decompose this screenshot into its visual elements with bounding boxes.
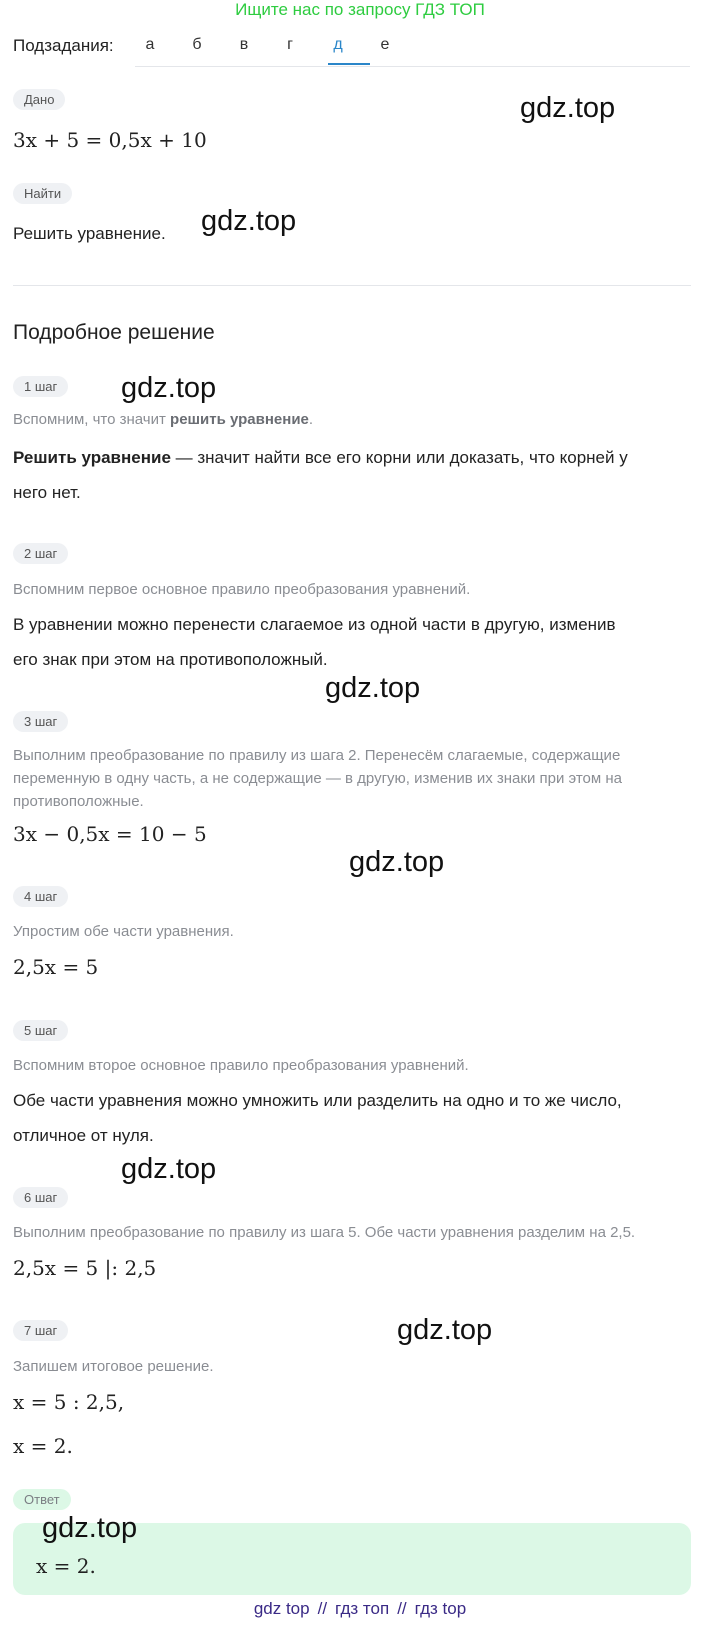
step-2-note: Вспомним первое основное правило преобразования уравнений.	[13, 581, 471, 598]
footer-link-2[interactable]: гдз топ	[335, 1599, 390, 1618]
watermark: gdz.top	[349, 846, 445, 878]
step-3-note: Выполним преобразование по правилу из шага 2. Перенесём слагаемые, содержащие	[13, 747, 621, 764]
search-banner: Ищите нас по запросу ГДЗ ТОП	[235, 0, 485, 19]
watermark: gdz.top	[520, 92, 616, 124]
watermark: gdz.top	[121, 1153, 217, 1185]
given-equation: 3x + 5 = 0,5x + 10	[13, 128, 207, 152]
step-7-equation-2: x = 2.	[13, 1434, 73, 1458]
footer-separator: //	[317, 1599, 328, 1618]
step-4-note: Упростим обе части уравнения.	[13, 923, 234, 940]
step-3-note-line3: противоположные.	[13, 793, 144, 810]
step-4-label: 4 шаг	[13, 886, 68, 907]
answer-value: x = 2.	[36, 1554, 96, 1578]
solution-title: Подробное решение	[13, 321, 215, 344]
footer-link-3[interactable]: гдз top	[414, 1599, 467, 1618]
tab-e[interactable]: е	[380, 36, 390, 53]
step-1-label: 1 шаг	[13, 376, 68, 397]
watermark: gdz.top	[325, 672, 421, 704]
tab-a[interactable]: а	[145, 36, 155, 53]
step-7-equation-1: x = 5 : 2,5,	[13, 1390, 125, 1414]
tab-d[interactable]: д	[333, 36, 343, 53]
step-5-text: Обе части уравнения можно умножить или разделить на одно и то же число,	[13, 1091, 622, 1110]
footer-separator: //	[397, 1599, 407, 1618]
watermark: gdz.top	[42, 1512, 138, 1544]
step-7-note: Запишем итоговое решение.	[13, 1358, 214, 1375]
tab-g[interactable]: г	[287, 36, 293, 53]
watermark: gdz.top	[121, 372, 217, 404]
watermark: gdz.top	[201, 205, 297, 237]
step-2-text: В уравнении можно перенести слагаемое из одной части в другую, изменив	[13, 615, 616, 634]
step-3-equation: 3x − 0,5x = 10 − 5	[13, 822, 207, 846]
step-1-note: Вспомним, что значит решить уравнение.	[13, 411, 314, 428]
active-tab-indicator	[328, 63, 370, 65]
step-6-note: Выполним преобразование по правилу из шага 5. Обе части уравнения разделим на 2,5.	[13, 1224, 636, 1241]
tab-v[interactable]: в	[239, 36, 249, 53]
step-2-label: 2 шаг	[13, 543, 68, 564]
subtask-tabs	[135, 28, 690, 67]
step-3-note-line2: переменную в одну часть, а не содержащие — в другую, изменив их знаки при этом на	[13, 770, 622, 787]
footer-links	[0, 1599, 720, 1619]
divider	[13, 285, 691, 286]
step-7-label: 7 шаг	[13, 1320, 68, 1341]
watermark: gdz.top	[397, 1314, 493, 1346]
tab-b[interactable]: б	[192, 36, 202, 53]
footer-link-1[interactable]: gdz top	[253, 1599, 310, 1618]
step-3-label: 3 шаг	[13, 711, 68, 732]
step-1-text: Решить уравнение — значит найти все его корни или доказать, что корней у	[13, 448, 628, 467]
step-6-equation: 2,5x = 5 |: 2,5	[13, 1256, 157, 1280]
find-text: Решить уравнение.	[13, 224, 166, 243]
step-2-text-line2: его знак при этом на противоположный.	[13, 650, 328, 669]
find-label: Найти	[13, 183, 72, 204]
step-4-equation: 2,5x = 5	[13, 955, 99, 979]
step-5-label: 5 шаг	[13, 1020, 68, 1041]
answer-label: Ответ	[13, 1489, 71, 1510]
step-5-note: Вспомним второе основное правило преобразования уравнений.	[13, 1057, 469, 1074]
step-6-label: 6 шаг	[13, 1187, 68, 1208]
given-label: Дано	[13, 89, 65, 110]
step-5-text-line2: отличное от нуля.	[13, 1126, 154, 1145]
subtasks-label: Подзадания:	[13, 36, 114, 55]
step-1-text-line2: него нет.	[13, 483, 81, 502]
